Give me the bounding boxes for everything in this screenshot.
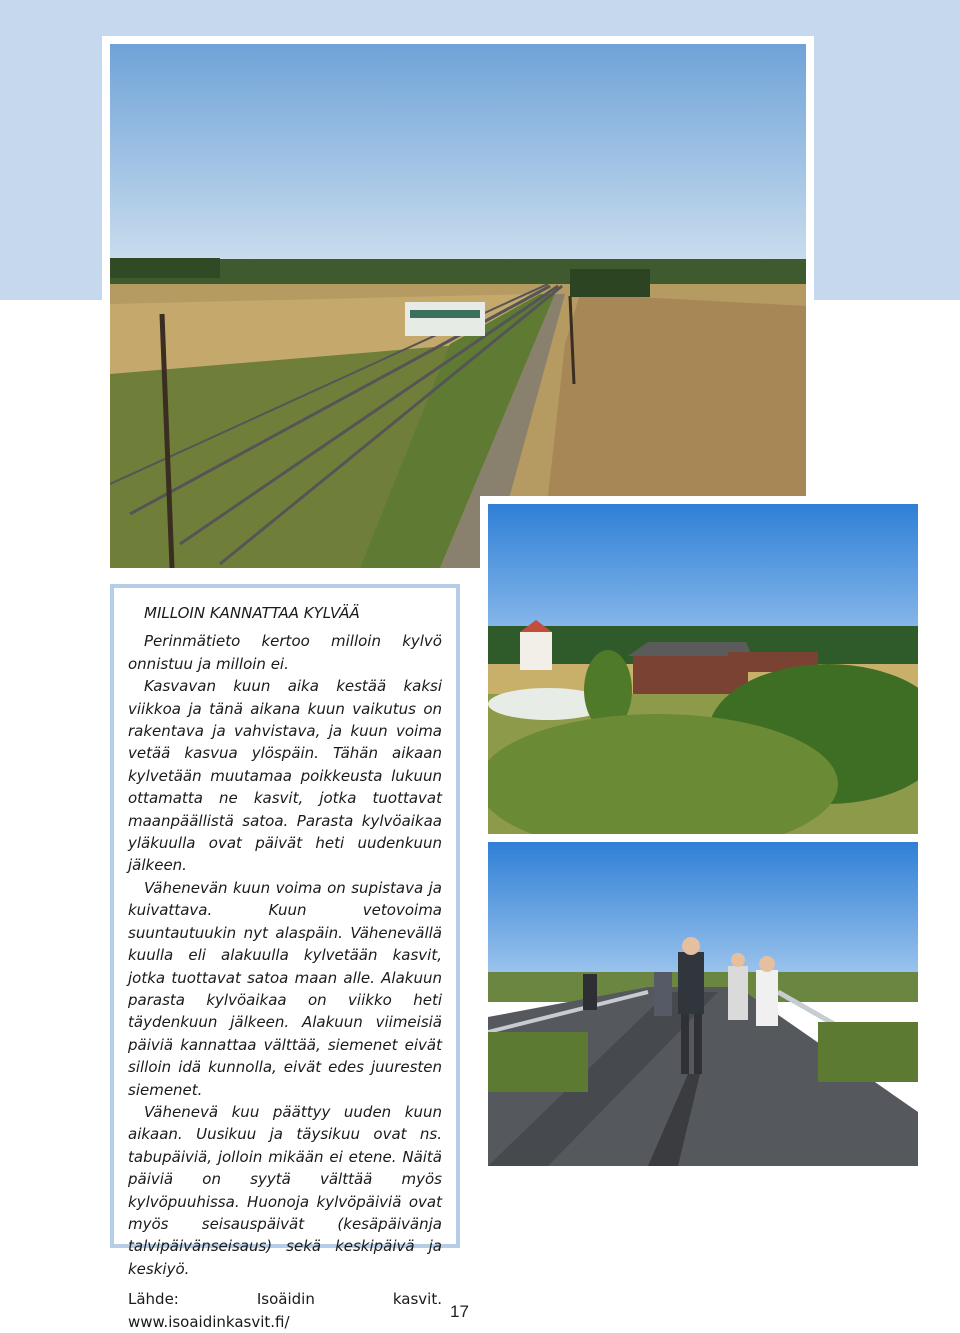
article-paragraph: Kasvavan kuun aika kestää kaksi viikkoa ja tänä aikana kuun vaikutus on rakentava ja vahvistava, ja kuun voima vetää kasvua ylöspäin. Tähän aikaan kylvetään muutamaa poikkeusta lukuun ottamatta ne kasvit, jotka tuottavat maanpäällistä satoa. Parasta kylvöaikaa yläkuulla ovat päivät heti uudenkuun jälkeen. [128, 677, 442, 875]
walking-group-photo [480, 834, 926, 1174]
farm-buildings-photo [480, 496, 926, 848]
article-heading: MILLOIN KANNATTAA KYLVÄÄ [144, 604, 360, 622]
article-paragraph: Vähenevä kuu päättyy uuden kuun aikaan. Uusikuu ja täysikuu ovat ns. tabupäiviä, jolloin mikään ei etene. Näitä päiviä on syytä välttää myös kylvöpuuhissa. Huonoja kylvöpäiviä ovat myös seisauspäivät (kesäpäivänja talvipäivänseisaus) sekä keskipäivä ja keskiyö. [128, 1102, 442, 1278]
article-paragraph: Perinmätieto kertoo milloin kylvö onnistuu ja milloin ei. [128, 632, 442, 673]
article-paragraph: Vähenevän kuun voima on supistava ja kuivattava. Kuun vetovoima suuntautuukin nyt alaspäin. Vähenevällä kuulla eli alakuulla kylvetään kasvit, jotka tuottavat satoa maan alle. Alakuun parasta kylvöaikaa on viikko heti täydenkuun jälkeen. Alakuun viimeisiä päiviä kannattaa välttää, siemenet eivät silloin idä kunnolla, eivät edes juuresten siemenet. [128, 878, 442, 1099]
page-number: 17 [450, 1302, 469, 1321]
train-field-photo [102, 36, 814, 576]
article-source: Lähde: Isoäidin kasvit. www.isoaidinkasvit.fi/ [128, 1290, 442, 1331]
